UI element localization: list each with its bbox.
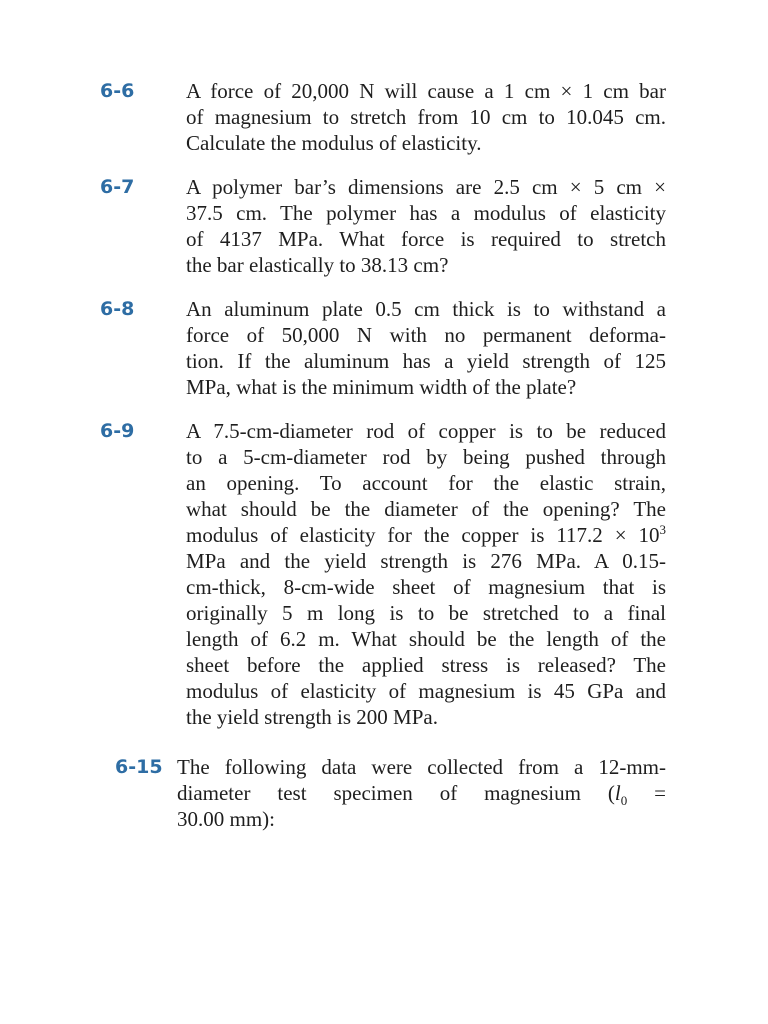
exponent: 3 — [659, 522, 666, 537]
problem-6-15 — [115, 754, 666, 832]
problem-6-7 — [100, 174, 666, 278]
problem-text — [177, 754, 666, 832]
length-symbol: l — [614, 781, 621, 805]
text-line: Calculate the modulus of elasticity. — [186, 131, 482, 155]
text-line: An aluminum plate 0.5 cm thick is to withstand a — [186, 297, 666, 321]
problem-number: 6-15 — [115, 756, 163, 778]
text-line: force of 50,000 N with no permanent deforma- — [186, 323, 666, 347]
problem-text — [186, 174, 666, 278]
text-line: MPa and the yield strength is 276 MPa. A 0.15- — [186, 549, 666, 573]
text-line: the yield strength is 200 MPa. — [186, 705, 438, 729]
problem-6-9 — [100, 418, 666, 730]
problem-number: 6-9 — [100, 420, 135, 442]
text-line: MPa, what is the minimum width of the plate? — [186, 375, 577, 399]
text-line: A 7.5-cm-diameter rod of copper is to be reduced — [186, 419, 666, 443]
problem-text — [186, 296, 666, 400]
text-line: an opening. To account for the elastic strain, — [186, 471, 666, 495]
subscript: 0 — [620, 793, 628, 809]
text-line: length of 6.2 m. What should be the length of the — [186, 627, 666, 651]
problem-text — [186, 418, 666, 730]
text-line: what should be the diameter of the opening? The — [186, 497, 666, 521]
text-line: A force of 20,000 N will cause a 1 cm × 1 cm bar — [186, 79, 666, 103]
text-line: to a 5-cm-diameter rod by being pushed through — [186, 445, 666, 469]
text-segment: diameter test specimen of magnesium ( — [177, 781, 615, 805]
text-line: the bar elastically to 38.13 cm? — [186, 253, 449, 277]
problem-6-6 — [100, 78, 666, 156]
text-line: sheet before the applied stress is released? The — [186, 653, 666, 677]
problem-number: 6-7 — [100, 176, 135, 198]
text-line: 37.5 cm. The polymer has a modulus of elasticity — [186, 201, 666, 225]
text-line: A polymer bar’s dimensions are 2.5 cm × 5 cm × — [186, 175, 666, 199]
text-line: of magnesium to stretch from 10 cm to 10.045 cm. — [186, 105, 666, 129]
problem-6-8 — [100, 296, 666, 400]
problem-number: 6-8 — [100, 298, 135, 320]
text-line: modulus of elasticity of magnesium is 45 GPa and — [186, 679, 666, 703]
problem-number: 6-6 — [100, 80, 135, 102]
problem-text — [186, 78, 666, 156]
text-line: originally 5 m long is to be stretched to a final — [186, 601, 666, 625]
text-line: tion. If the aluminum has a yield strength of 125 — [186, 349, 666, 373]
text-line: 30.00 mm): — [177, 807, 275, 831]
text-segment: modulus of elasticity for the copper is 117.2 × 10 — [186, 523, 660, 547]
text-line: The following data were collected from a 12-mm- — [177, 755, 666, 779]
text-line-with-exponent — [186, 522, 666, 548]
text-line-with-symbol — [177, 780, 667, 809]
text-line: cm-thick, 8-cm-wide sheet of magnesium that is — [186, 575, 666, 599]
text-line: of 4137 MPa. What force is required to stretch — [186, 227, 666, 251]
equals-sign: = — [627, 781, 667, 805]
